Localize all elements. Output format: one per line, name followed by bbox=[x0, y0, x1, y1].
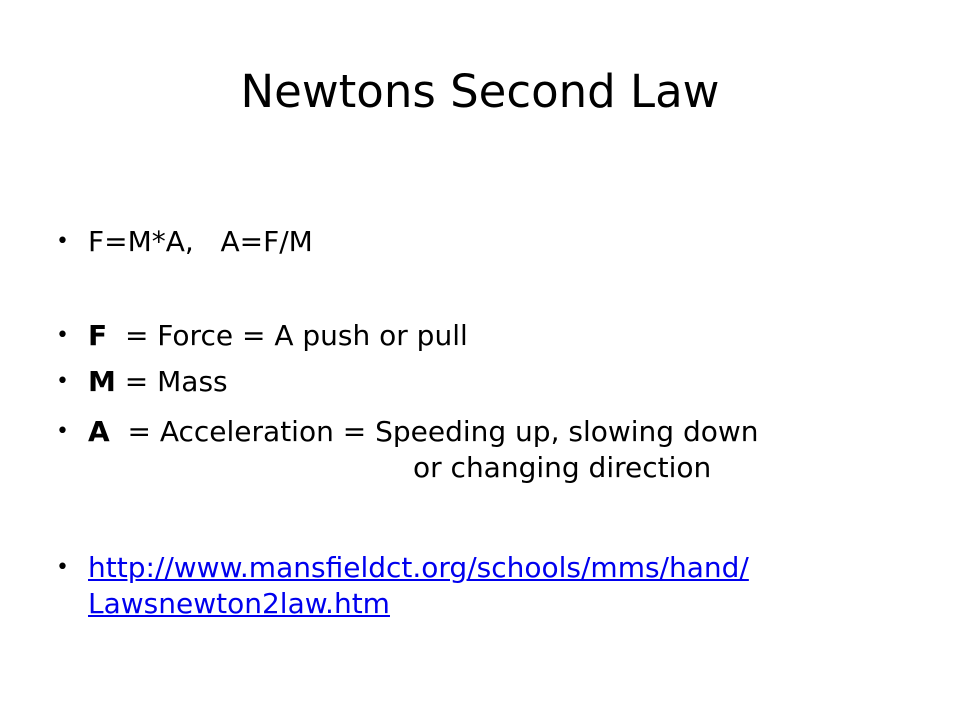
bullet-force bbox=[56, 318, 468, 354]
bullet-icon: • bbox=[56, 419, 69, 444]
mass-term: M bbox=[88, 365, 116, 398]
slide-title: Newtons Second Law bbox=[240, 65, 720, 118]
bullet-icon: • bbox=[56, 555, 69, 580]
bullet-link bbox=[56, 550, 749, 622]
bullet-icon: • bbox=[56, 229, 69, 254]
bullet-icon: • bbox=[56, 369, 69, 394]
force-term: F bbox=[88, 319, 108, 352]
reference-link-line1[interactable]: http://www.mansfieldct.org/schools/mms/hand/ bbox=[88, 551, 749, 584]
reference-link-line2[interactable]: Lawsnewton2law.htm bbox=[88, 587, 390, 620]
reference-link[interactable] bbox=[88, 551, 749, 620]
force-definition: = Force = A push or pull bbox=[107, 319, 468, 352]
mass-definition: = Mass bbox=[115, 365, 228, 398]
bullet-equation bbox=[56, 224, 313, 260]
bullet-icon: • bbox=[56, 323, 69, 348]
bullet-mass bbox=[56, 364, 228, 400]
acceleration-definition: = Acceleration = Speeding up, slowing down bbox=[109, 415, 759, 448]
acceleration-continuation: or changing direction bbox=[413, 451, 712, 484]
equation-text: F=M*A, A=F/M bbox=[88, 225, 313, 258]
bullet-acceleration bbox=[56, 414, 759, 486]
acceleration-term: A bbox=[88, 415, 110, 448]
